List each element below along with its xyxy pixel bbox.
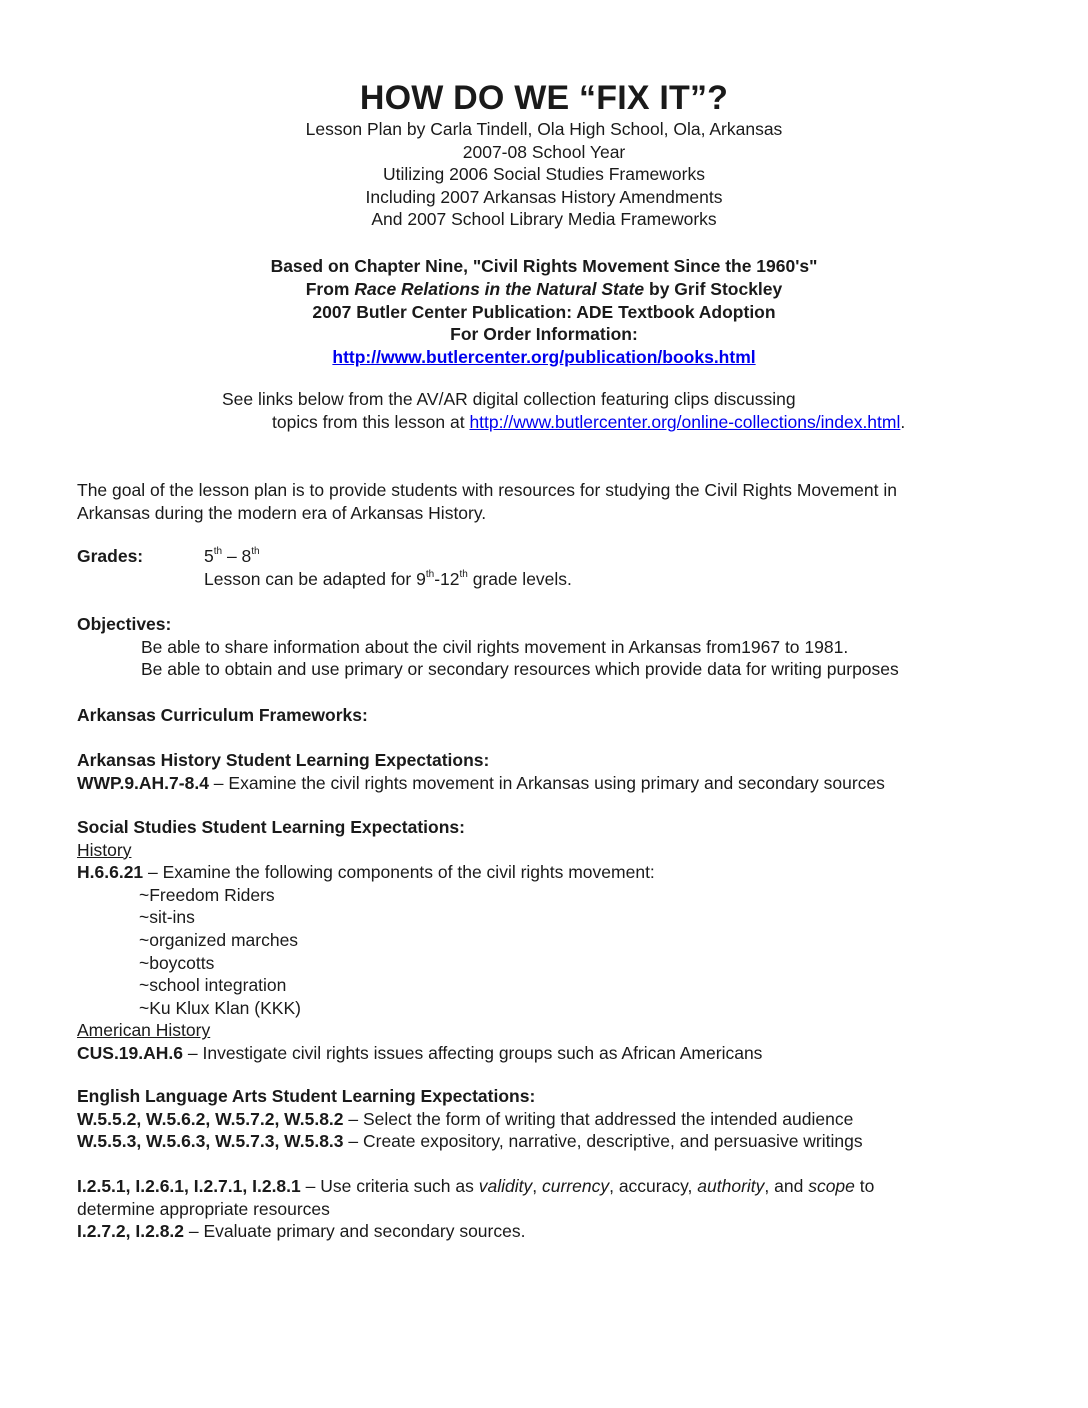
amendments-line: Including 2007 Arkansas History Amendments	[365, 186, 723, 207]
adapt-text-c: grade levels.	[467, 568, 572, 589]
order-info-line: For Order Information:	[450, 324, 638, 345]
history-label: History	[77, 839, 132, 860]
library-comma: ,	[532, 1176, 542, 1196]
ela-text-1: – Select the form of writing that addressed the intended audience	[343, 1108, 854, 1129]
author-text: by Grif Stockley	[644, 278, 783, 299]
adapt-line	[77, 568, 1017, 591]
ah-sle-section	[77, 749, 1017, 794]
validity-term: validity	[478, 1176, 533, 1196]
grade-end-sup: th	[251, 546, 260, 557]
grades-line	[77, 545, 1017, 568]
objective-item: Be able to obtain and use primary or secondary resources which provide data for writing purposes	[141, 659, 899, 680]
objectives-heading: Objectives:	[77, 614, 172, 634]
author-line: Lesson Plan by Carla Tindell, Ola High School, Ola, Arkansas	[305, 119, 783, 139]
see-links-line2	[222, 411, 905, 434]
see-links-paragraph	[222, 388, 905, 434]
ela-sle-section	[77, 1085, 1017, 1153]
library-item-1-cont: determine appropriate resources	[77, 1198, 330, 1219]
ela-code-2: W.5.5.3, W.5.6.3, W.5.7.3, W.5.8.3	[77, 1131, 344, 1152]
history-text: – Examine the following components of the civil rights movement:	[143, 862, 655, 883]
ah-sle-item	[77, 772, 1017, 795]
lesson-info	[0, 118, 1088, 231]
component-item: ~Ku Klux Klan (KKK)	[139, 997, 301, 1018]
library-frameworks-line: And 2007 School Library Media Frameworks	[371, 209, 717, 230]
grades-label: Grades:	[77, 546, 144, 566]
adapt-sup-b: th	[459, 568, 468, 580]
objectives-section	[77, 613, 1017, 681]
library-item-1	[77, 1175, 1017, 1198]
goal-line2: Arkansas during the modern era of Arkansas History.	[77, 502, 487, 523]
component-item: ~sit-ins	[139, 907, 195, 928]
library-text-d: to	[854, 1176, 875, 1196]
frameworks-section	[77, 704, 1017, 727]
library-text-c: , and	[764, 1176, 809, 1196]
ela-code-1: W.5.5.2, W.5.6.2, W.5.7.2, W.5.8.2	[77, 1108, 344, 1129]
american-history-text: – Investigate civil rights issues affecting groups such as African Americans	[183, 1042, 763, 1063]
american-history-code: CUS.19.AH.6	[77, 1042, 184, 1063]
adapt-sup-a: th	[425, 568, 435, 580]
library-text-2: – Evaluate primary and secondary sources.	[184, 1221, 526, 1242]
grade-start-sup: th	[213, 546, 223, 557]
ah-sle-heading: Arkansas History Student Learning Expectations:	[77, 750, 490, 770]
chapter-line: Based on Chapter Nine, "Civil Rights Movement Since the 1960's"	[270, 256, 818, 276]
american-history-label: American History	[77, 1020, 211, 1041]
objective-item: Be able to share information about the civil rights movement in Arkansas from1967 to 1981.	[141, 636, 849, 657]
see-links-period: .	[900, 411, 906, 432]
collections-link[interactable]: http://www.butlercenter.org/online-collections/index.html	[469, 411, 901, 432]
library-code-1: I.2.5.1, I.2.6.1, I.2.7.1, I.2.8.1	[77, 1176, 301, 1196]
library-section	[77, 1175, 1017, 1243]
publication-line: 2007 Butler Center Publication: ADE Textbook Adoption	[312, 301, 776, 322]
grade-end: – 8	[222, 546, 252, 566]
from-text: From	[305, 278, 355, 299]
currency-term: currency	[541, 1176, 610, 1196]
library-code-2: I.2.7.2, I.2.8.2	[77, 1221, 185, 1242]
see-links-prefix: topics from this lesson at	[272, 411, 470, 432]
ela-item	[77, 1108, 1017, 1131]
american-history-item	[77, 1042, 1017, 1065]
see-links-line1: See links below from the AV/AR digital collection featuring clips discussing	[222, 389, 796, 409]
book-info	[0, 255, 1088, 369]
frameworks-heading: Arkansas Curriculum Frameworks:	[77, 705, 368, 725]
ela-item	[77, 1130, 1017, 1153]
component-item: ~school integration	[139, 975, 287, 996]
component-item: ~organized marches	[139, 929, 299, 950]
order-link[interactable]: http://www.butlercenter.org/publication/books.html	[332, 347, 756, 368]
authority-term: authority	[697, 1176, 765, 1196]
adapt-text-a: Lesson can be adapted for 9	[204, 568, 426, 589]
adapt-text-b: -12	[434, 568, 460, 589]
component-item: ~boycotts	[139, 952, 215, 973]
library-text-a: – Use criteria such as	[300, 1176, 479, 1196]
component-item: ~Freedom Riders	[139, 884, 275, 905]
ah-sle-text: – Examine the civil rights movement in Arkansas using primary and secondary sources	[208, 772, 885, 793]
book-title-line	[0, 278, 1088, 301]
page-title: HOW DO WE “FIX IT”?	[359, 79, 729, 117]
goal-line1: The goal of the lesson plan is to provide students with resources for studying the Civil Rights Movement in	[77, 480, 897, 500]
grade-start: 5	[204, 546, 214, 566]
ela-text-2: – Create expository, narrative, descriptive, and persuasive writings	[343, 1131, 863, 1152]
ela-sle-heading: English Language Arts Student Learning Expectations:	[77, 1086, 536, 1106]
scope-term: scope	[808, 1176, 855, 1196]
frameworks-line: Utilizing 2006 Social Studies Frameworks	[383, 164, 705, 185]
book-title: Race Relations in the Natural State	[354, 278, 645, 299]
library-item-2	[77, 1220, 1017, 1243]
ss-sle-heading: Social Studies Student Learning Expectations:	[77, 817, 465, 837]
history-item	[77, 861, 1017, 884]
school-year-line: 2007-08 School Year	[462, 141, 626, 162]
grades-section	[77, 545, 1017, 590]
goal-paragraph	[77, 479, 1017, 524]
ss-sle-section	[77, 816, 1017, 1065]
ah-sle-code: WWP.9.AH.7-8.4	[77, 772, 209, 793]
history-code: H.6.6.21	[77, 862, 144, 883]
library-text-b: , accuracy,	[609, 1176, 698, 1196]
